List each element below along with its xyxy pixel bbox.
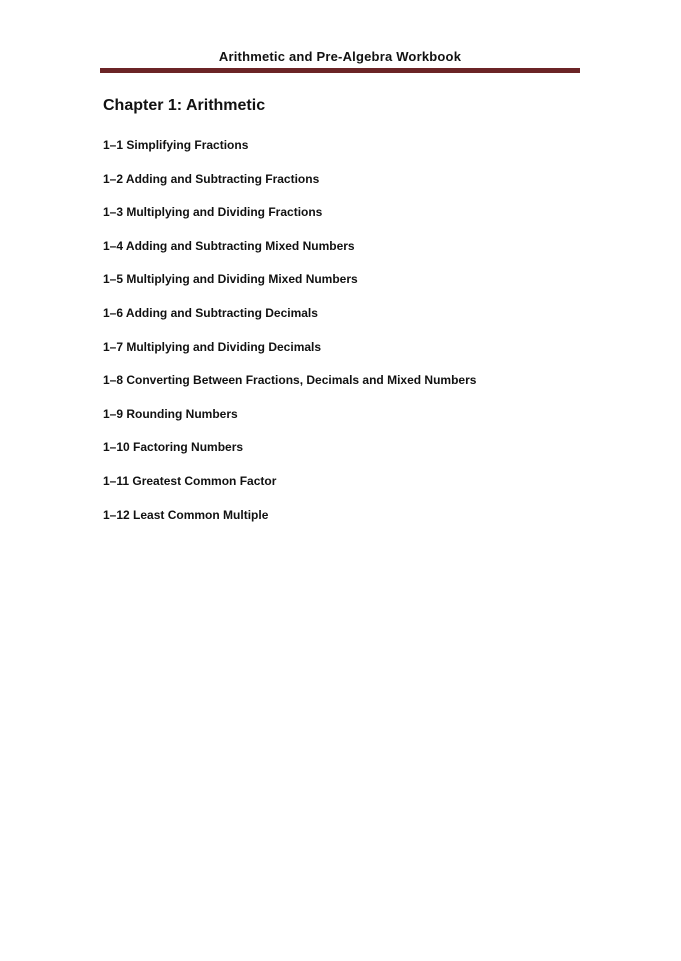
section-item: 1–5 Multiplying and Dividing Mixed Numbers bbox=[103, 272, 358, 287]
header-rule-divider bbox=[100, 68, 580, 73]
section-item: 1–4 Adding and Subtracting Mixed Numbers bbox=[103, 238, 355, 253]
section-item: 1–8 Converting Between Fractions, Decimals and Mixed Numbers bbox=[103, 373, 477, 388]
section-item: 1–12 Least Common Multiple bbox=[103, 507, 269, 522]
running-header-title: Arithmetic and Pre-Algebra Workbook bbox=[218, 49, 462, 64]
chapter-title: Chapter 1: Arithmetic bbox=[103, 97, 266, 114]
section-item: 1–10 Factoring Numbers bbox=[103, 440, 244, 455]
section-list bbox=[103, 137, 476, 540]
section-item: 1–6 Adding and Subtracting Decimals bbox=[103, 305, 318, 320]
section-item: 1–11 Greatest Common Factor bbox=[103, 473, 277, 488]
section-item: 1–3 Multiplying and Dividing Fractions bbox=[103, 205, 323, 220]
section-item: 1–1 Simplifying Fractions bbox=[103, 138, 249, 152]
section-item: 1–7 Multiplying and Dividing Decimals bbox=[103, 339, 322, 354]
section-item: 1–2 Adding and Subtracting Fractions bbox=[103, 171, 320, 186]
section-item: 1–9 Rounding Numbers bbox=[103, 406, 238, 421]
